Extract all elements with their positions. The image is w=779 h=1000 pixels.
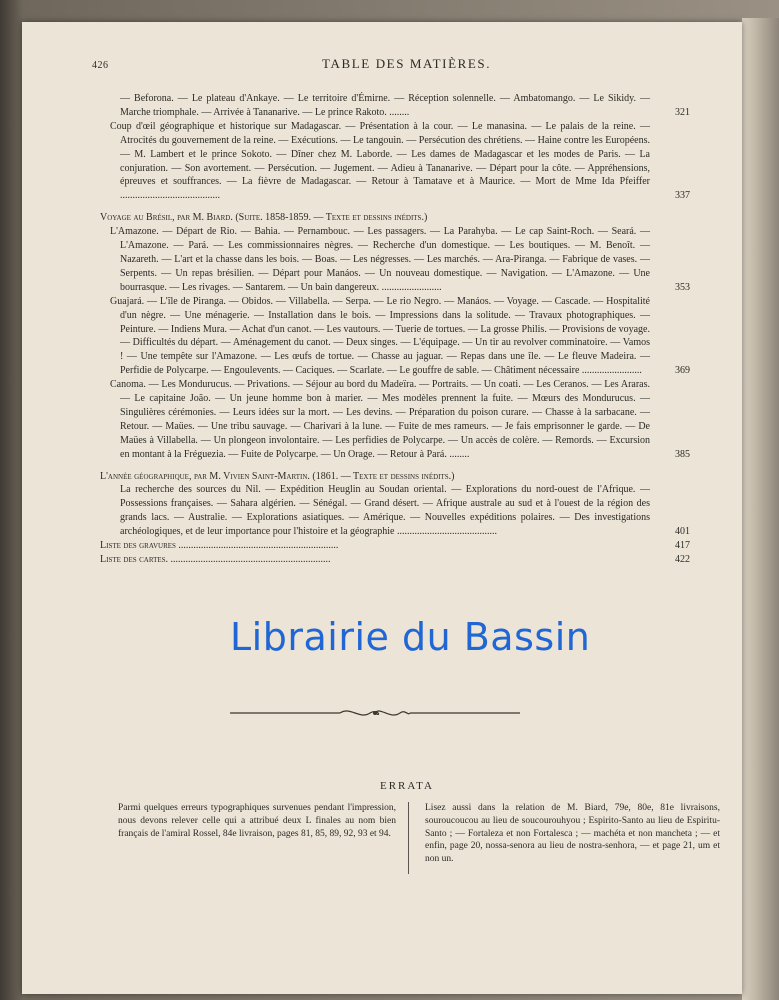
toc-entry <box>100 378 690 461</box>
book-page-edge <box>742 18 779 1000</box>
page-number: 426 <box>92 60 109 71</box>
errata-title: ERRATA <box>380 780 434 792</box>
toc-entry <box>100 483 690 539</box>
toc-entry-page: 417 <box>675 540 690 552</box>
toc-entry-page: 422 <box>675 554 690 565</box>
toc-entry-text: Voyage au Brésil, par M. Biard. (Suite. 1858-1859. — Texte et dessins inédits.) <box>100 212 428 224</box>
column-divider <box>408 802 409 874</box>
toc-section-heading <box>100 470 690 484</box>
watermark-text: Librairie du Bassin <box>230 615 591 659</box>
toc-entry-text: — Beforona. — Le plateau d'Ankaye. — Le territoire d'Émirne. — Réception solennelle. — Ambatomango. — Le Sikidy. — Marche triomphale. — Arrivée à Tananarive. — Le prince Rakoto. ........ <box>120 93 650 118</box>
toc-section-heading <box>100 211 690 225</box>
toc-entry-page: 385 <box>675 448 690 460</box>
toc-entry-text: Liste des cartes. ................................................................ <box>100 554 331 565</box>
toc-entry <box>100 92 690 120</box>
toc-entry-page: 401 <box>675 526 690 538</box>
toc-entry-text: L'année géographique, par M. Vivien Saint-Martin. (1861. — Texte et dessins inédits.) <box>100 470 455 482</box>
toc-entry <box>100 225 690 295</box>
toc-entry-text: Liste des gravures ................................................................ <box>100 540 339 552</box>
toc-entry <box>100 295 690 378</box>
toc-entry-page: 369 <box>675 365 690 377</box>
toc-entry <box>100 120 690 203</box>
toc-entry-text: Guajará. — L'île de Piranga. — Obidos. — Villabella. — Serpa. — Le rio Negro. — Manáos. — Voyage. — Cascade. — Hospitalité d'un nègre. — Une ménagerie. — Installation dans le bois. — Impressions dans la solitude. — Travaux photographiques. — Peinture. — Indiens Mura. — Achat d'un canot. — Les vautours. — Tuerie de tortues. — La grosse Philis. — Provisions de voyage. — Difficultés du départ. — Aménagement du canot. — Deux singes. — L'équipage. — Un tir au revolver comminatoire. — Vamos ! — Une tempête sur l'Amazone. — Les œufs de tortue. — Chasse au jaguar. — Repas dans une île. — Le fleuve Madeira. — Perfidie de Polycarpe. — Engoulevents. — Caciques. — Scarlate. — Le gouffre de sable. — Châtiment nécessaire ........................ <box>110 295 650 377</box>
errata-left-column: Parmi quelques erreurs typographiques survenues pendant l'impression, nous devons relever celle qui a attribué deux L finales au nom bien français de l'amiral Rossel, 84e livraison, pages 81, 85, 89, 92, 93 et 94. <box>118 803 396 839</box>
toc-entry-page: 337 <box>675 190 690 202</box>
table-of-contents <box>100 92 690 567</box>
toc-entry-text: La recherche des sources du Nil. — Expédition Heuglin au Soudan oriental. — Explorations du nord-ouest de l'Afrique. — Possessions françaises. — Sahara algérien. — Sénégal. — Grand désert. — Afrique australe au sud et à l'ouest de la région des grands lacs. — Australie. — Explorations asiatiques. — Amérique. — Nouvelles expéditions polaires. — Des investigations archéologiques, et de leur importance pour l'histoire et la géographie ........................................ <box>120 484 650 538</box>
ornament-divider <box>230 706 520 720</box>
toc-entry-page: 353 <box>675 281 690 293</box>
toc-entry-text: Coup d'œil géographique et historique sur Madagascar. — Présentation à la cour. — Le manasina. — Le palais de la reine. — Atrocités du gouvernement de la reine. — Exécutions. — Le tangouin. — Persécution des chrétiens. — Haine contre les Européens. — M. Lambert et le prince Sokoto. — Dîner chez M. Laborde. — Les dames de Madagascar et les modes de Paris. — La conjuration. — Son avortement. — Persécution. — Jugement. — Adieu à Tananarive. — Départ pour la côte. — Appréhensions, épreuves et souffrances. — La fièvre de Madagascar. — Retour à Tamatave et à Maurice. — Mort de Mme Ida Pfeiffer ........................................ <box>110 120 650 202</box>
toc-entry-page: 321 <box>675 106 690 118</box>
page-header <box>92 56 692 76</box>
toc-list-entry <box>100 539 690 553</box>
toc-entry-text: L'Amazone. — Départ de Rio. — Bahia. — Pernambouc. — Les passagers. — La Parahyba. — Le cap Saint-Roch. — Seará. — L'Amazone. — Pará. — Les commissionnaires nègres. — Recherche d'un domestique. — Les boutiques. — M. Benoît. — Nazareth. — L'art et la chasse dans les bois. — Boas. — Les négresses. — Les marchés. — Ara-Piranga. — Fabrique de vases. — Serpents. — Un repas brésilien. — Départ pour Manáos. — Un nouveau domestique. — Navigation. — L'Amazone. — Une bourrasque. — Les rivages. — Santarem. — Un bain dangereux. ........................ <box>110 226 650 293</box>
toc-entry-text: Canoma. — Les Mondurucus. — Privations. — Séjour au bord du Madeïra. — Portraits. — Un coati. — Les Ceranos. — Les Araras. — Le capitaine João. — Un jeune homme bon à marier. — Mes modèles prennent la fuite. — Mœurs des Mondurucus. — Singulières cérémonies. — Leurs idées sur la mort. — Les devins. — Préparation du poison curare. — Chasse à la sarbacane. — Retour. — Maües. — Une tribu sauvage. — Charivari à la lune. — Fuite de mes rameurs. — Je fais emprisonner le garde. — De Maües à Villabella. — Un plongeon involontaire. — Les perfidies de Polycarpe. — Un accès de colère. — Remords. — Excursion en montant à la Fréguezia. — Fuite de Polycarpe. — Un Orage. — Retour à Pará. ........ <box>110 379 650 460</box>
errata-right-column: Lisez aussi dans la relation de M. Biard, 79e, 80e, 81e livraisons, souroucoucou au lieu de soucourouhyou ; Espirito-Santo au lieu de Espiritu-Santo ; — Fortaleza et non Fortalesca ; — machéta et non mancheta ; — et enfin, page 20, nossa-senora au lieu de nostra-senhora, — et page 21, um et non un. <box>425 803 720 865</box>
running-title: TABLE DES MATIÈRES. <box>322 56 492 71</box>
toc-list-entry <box>100 553 690 567</box>
